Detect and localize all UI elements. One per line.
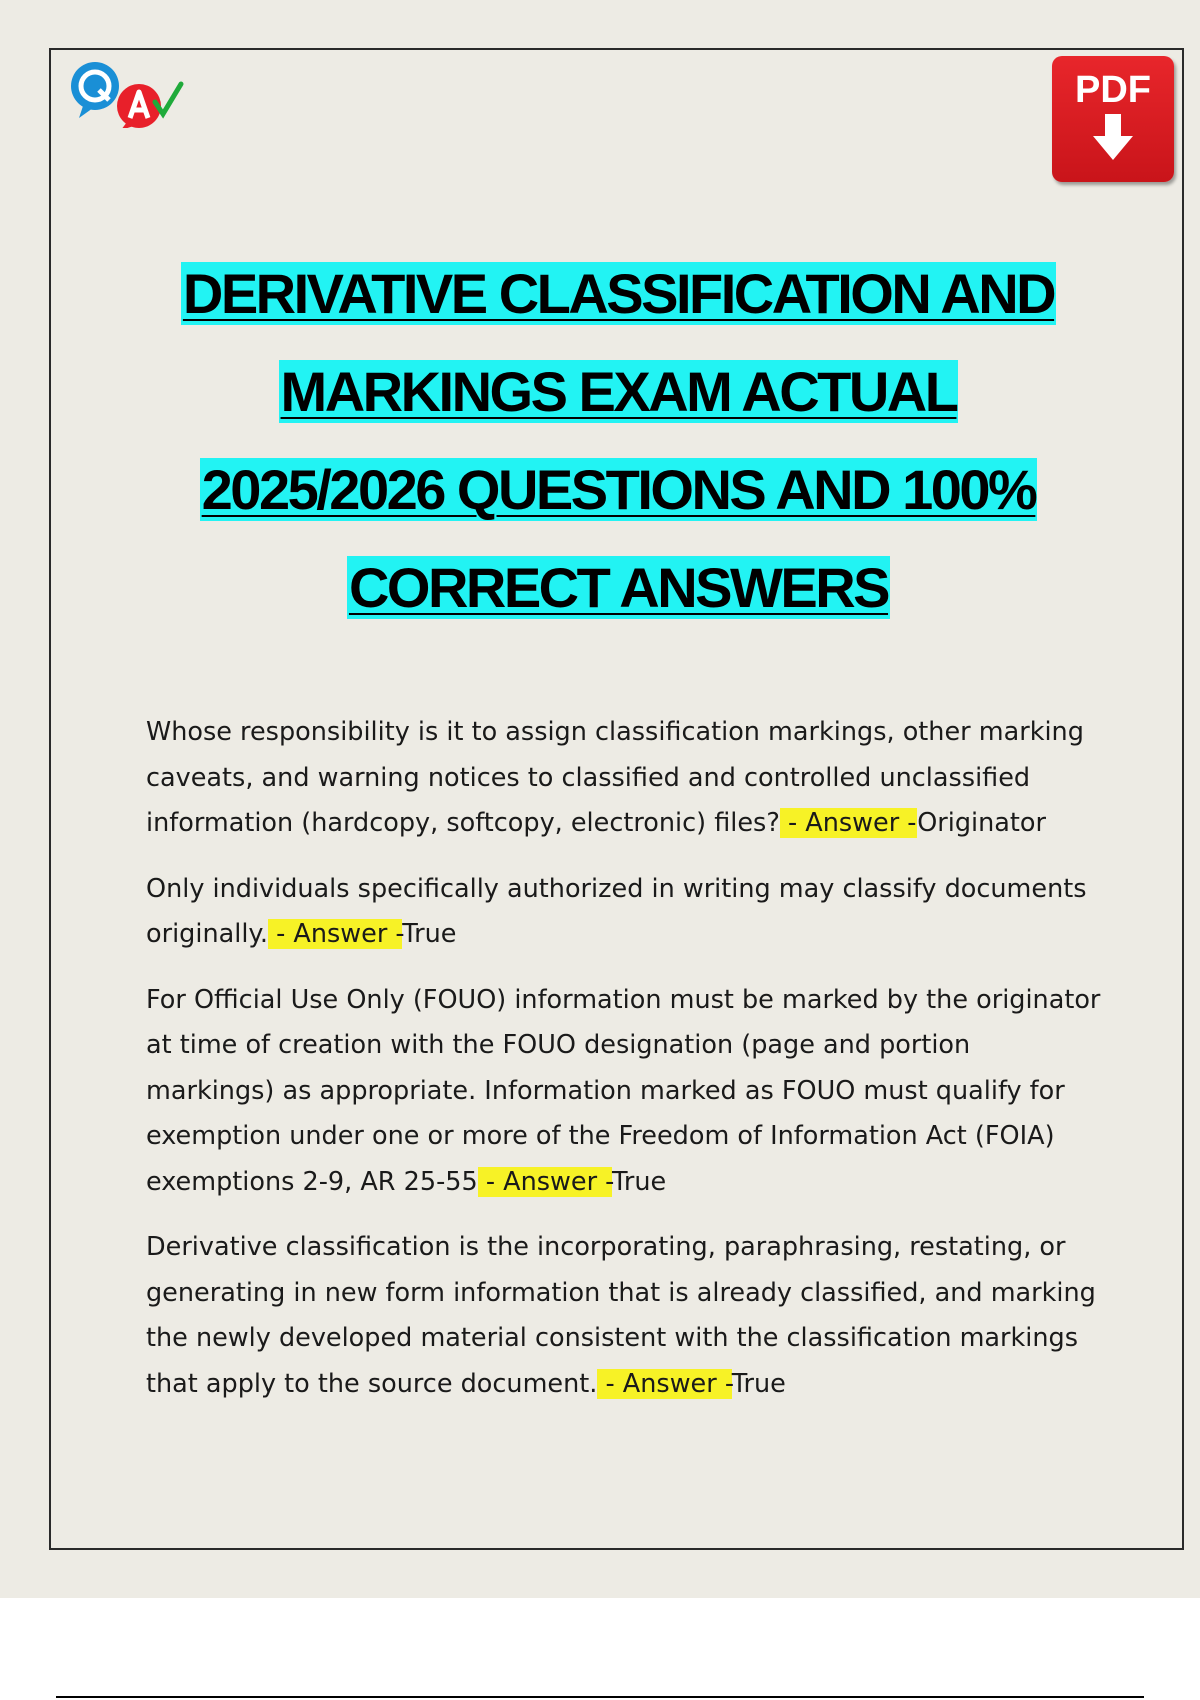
qa-logo (69, 58, 189, 128)
question-text: For Official Use Only (FOUO) information must be marked by the originator at time of creation with the FOUO designation (page and portion markings) as appropriate. Information marked as FOUO must qualify for exemption under one or more of the Freedom of Information Act (FOIA) exemptions 2-9, AR 25-55 (146, 984, 1101, 1197)
qa-list (146, 710, 1106, 1427)
pdf-label: PDF (1075, 69, 1151, 111)
qa-item (146, 867, 1106, 958)
pdf-download-button[interactable] (1052, 56, 1174, 182)
question-text: Only individuals specifically authorized in writing may classify documents originally. (146, 873, 1087, 949)
title-line-4: CORRECT ANSWERS (348, 556, 889, 619)
answer-text: True (402, 919, 457, 949)
answer-marker: - Answer - (267, 919, 403, 949)
qa-item (146, 978, 1106, 1206)
answer-text: True (731, 1368, 786, 1399)
answer-text: True (612, 1166, 667, 1197)
qa-item (146, 710, 1106, 847)
download-arrow-icon (1093, 114, 1133, 162)
qa-item (146, 1225, 1106, 1407)
question-text: Derivative classification is the incorporating, paraphrasing, restating, or generating in new form information that is already classified, and marking the newly developed material consistent with the classification markings that apply to the source document. (146, 1232, 1096, 1399)
answer-marker: - Answer - (597, 1368, 732, 1399)
answer-text: Originator (917, 808, 1047, 838)
title-line-2: MARKINGS EXAM ACTUAL (280, 360, 957, 423)
page-title (111, 245, 1126, 637)
answer-marker: - Answer - (779, 808, 918, 838)
title-line-1: DERIVATIVE CLASSIFICATION AND (182, 262, 1055, 325)
answer-marker: - Answer - (477, 1166, 613, 1197)
question-text: Whose responsibility is it to assign classification markings, other marking caveats, and warning notices to classified and controlled unclassified information (hardcopy, softcopy, electronic) files? (146, 717, 1084, 838)
document-frame (49, 48, 1184, 1550)
bottom-divider (56, 1696, 1144, 1698)
title-line-3: 2025/2026 QUESTIONS AND 100% (201, 458, 1036, 521)
